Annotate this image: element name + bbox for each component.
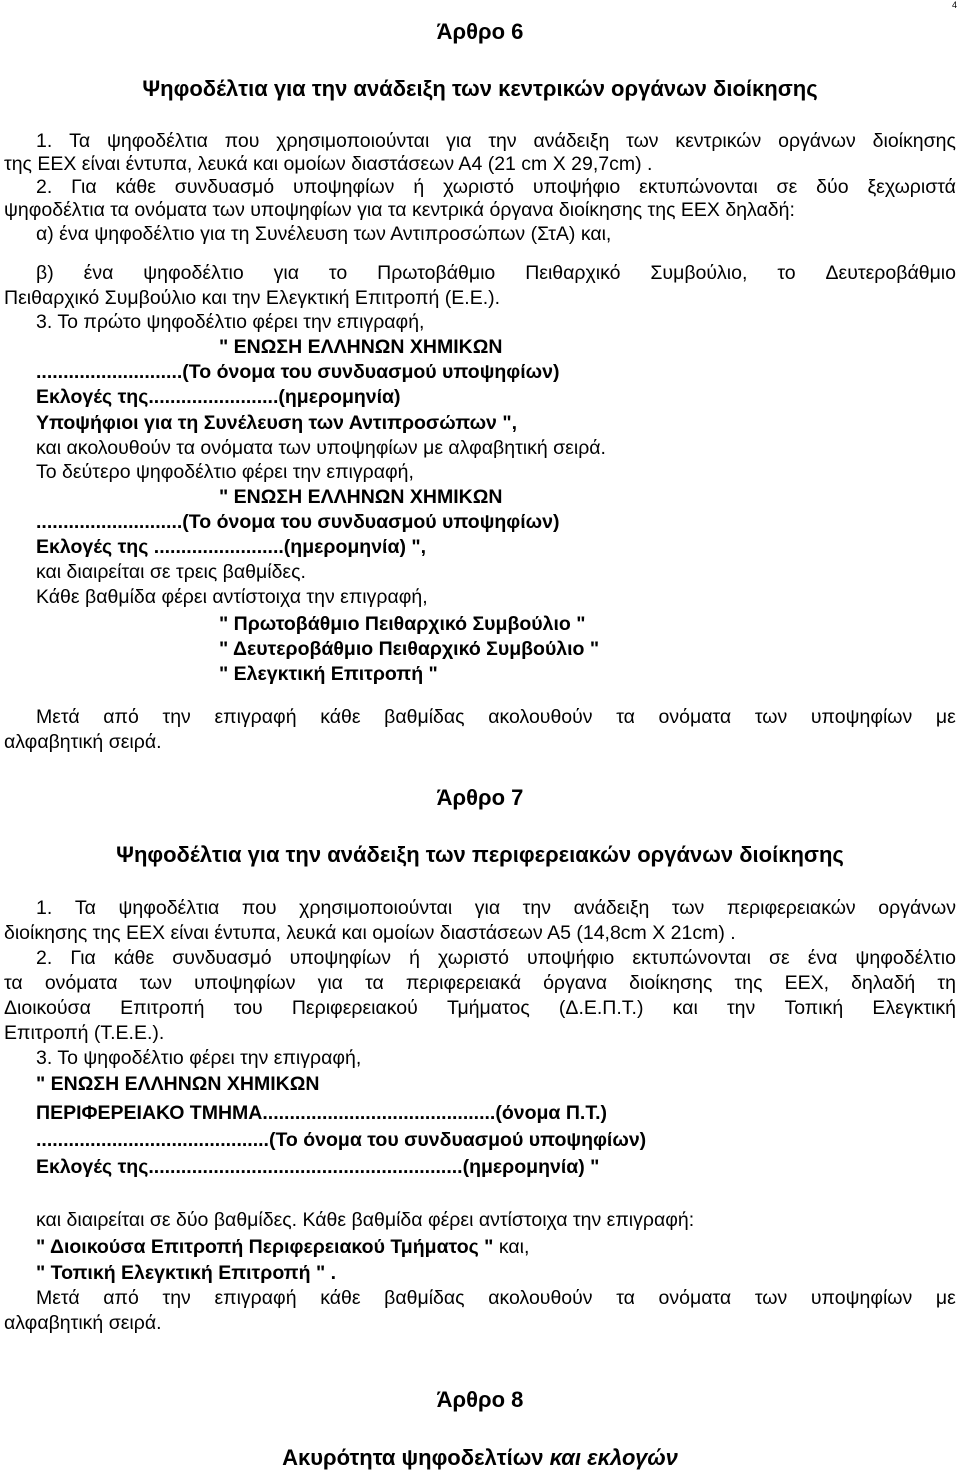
- ballot-region-combination: ...........................................(Το όνομα του συνδυασμού υποψηφίων): [36, 1129, 647, 1151]
- word: του: [233, 997, 263, 1019]
- article-7-heading: Ψηφοδέλτια για την ανάδειξη των περιφερειακών οργάνων διοίκησης: [116, 842, 844, 867]
- word: ψηφοδέλτια: [107, 130, 208, 152]
- word: Τοπική: [784, 997, 844, 1019]
- word: δύο: [816, 176, 849, 198]
- ballot-2-union: " ΕΝΩΣΗ ΕΛΛΗΝΩΝ ΧΗΜΙΚΩΝ: [219, 486, 503, 508]
- article-6-para-2-line-5: Πειθαρχικό Συμβούλιο και την Ελεγκτική Επιτροπή (Ε.Ε.).: [4, 287, 501, 309]
- word: διοίκησης: [629, 972, 713, 994]
- word: Μετά: [36, 706, 80, 728]
- tier-second-instance-board: " Δευτεροβάθμιο Πειθαρχικό Συμβούλιο ": [219, 638, 600, 660]
- word: ανάδειξη: [533, 130, 610, 152]
- tier-local-audit-committee: " Τοπική Ελεγκτική Επιτροπή " .: [36, 1262, 337, 1284]
- word: συνδυασμό: [174, 176, 275, 198]
- word: Δευτεροβάθμιο: [825, 262, 956, 284]
- word: βαθμίδας: [384, 1287, 465, 1309]
- word: εκτυπώνονται: [639, 176, 758, 198]
- word: τα: [365, 972, 384, 994]
- word: υποψηφίων: [194, 972, 296, 994]
- word: ξεχωριστά: [867, 176, 956, 198]
- ballot-1-combination: ...........................(Το όνομα του συνδυασμού υποψηφίων): [36, 361, 560, 383]
- word: τη: [937, 972, 956, 994]
- word: της: [734, 972, 763, 994]
- word: χρησιμοποιούνται: [299, 897, 453, 919]
- word: ονόματα: [658, 706, 732, 728]
- article-6-para-2-line-4: [36, 261, 956, 285]
- word: τα: [4, 972, 23, 994]
- article-6-para-1-line-2: της ΕΕΧ είναι έντυπα, λευκά και ομοίων διαστάσεων Α4 (21 cm X 29,7cm) .: [4, 153, 653, 175]
- word: τα: [616, 1287, 635, 1309]
- article-6-closing-line-2: αλφαβητική σειρά.: [4, 731, 162, 753]
- word: από: [103, 706, 139, 728]
- word: κάθε: [320, 1287, 361, 1309]
- article-7-divided: και διαιρείται σε δύο βαθμίδες. Κάθε βαθμίδα φέρει αντίστοιχα την επιγραφή:: [36, 1209, 695, 1231]
- word: ΕΕΧ,: [784, 972, 830, 994]
- word: β): [36, 262, 54, 284]
- word: κάθε: [113, 947, 155, 969]
- word: από: [103, 1287, 139, 1309]
- word: κάθε: [115, 176, 156, 198]
- word: οργάνων: [878, 897, 956, 919]
- word: σε: [768, 947, 790, 969]
- word: ένα: [807, 947, 838, 969]
- word: κεντρικών: [675, 130, 762, 152]
- word: Τμήματος: [446, 997, 530, 1019]
- article-6-second-ballot-intro: Το δεύτερο ψηφοδέλτιο φέρει την επιγραφή,: [36, 461, 414, 483]
- word: χωριστό: [443, 176, 515, 198]
- word: των: [671, 897, 705, 919]
- word: ανάδειξη: [573, 897, 650, 919]
- word: με: [935, 1287, 956, 1309]
- word: για: [317, 972, 343, 994]
- word: το: [328, 262, 348, 284]
- word: που: [224, 130, 260, 152]
- word: την: [162, 706, 191, 728]
- ballot-2-each-tier: Κάθε βαθμίδα φέρει αντίστοιχα την επιγραφή,: [36, 586, 428, 608]
- word: την: [162, 1287, 191, 1309]
- word: περιφερειακά: [405, 972, 521, 994]
- word: Διοικούσα: [4, 997, 91, 1019]
- article-7-para-3-intro: 3. Το ψηφοδέλτιο φέρει την επιγραφή,: [36, 1047, 362, 1069]
- word: ψηφοδέλτιο: [143, 262, 244, 284]
- article-8-heading-normal: Ακυρότητα ψηφοδελτίων: [282, 1445, 544, 1470]
- word: ονόματα: [658, 1287, 732, 1309]
- ballot-region-union: " ΕΝΩΣΗ ΕΛΛΗΝΩΝ ΧΗΜΙΚΩΝ: [36, 1073, 320, 1095]
- ballot-1-union: " ΕΝΩΣΗ ΕΛΛΗΝΩΝ ΧΗΜΙΚΩΝ: [219, 336, 503, 358]
- word: όργανα: [543, 972, 608, 994]
- tier-audit-committee: " Ελεγκτική Επιτροπή ": [219, 663, 438, 685]
- word: 1.: [36, 897, 53, 919]
- article-7-tier-1-line: [36, 1235, 529, 1259]
- word: χρησιμοποιούνται: [276, 130, 430, 152]
- word: Τα: [74, 897, 96, 919]
- word: το: [777, 262, 796, 284]
- article-6-heading: Ψηφοδέλτια για την ανάδειξη των κεντρικών οργάνων διοίκησης: [142, 76, 818, 101]
- word: 2.: [36, 947, 53, 969]
- article-6-para-2-line-3: α) ένα ψηφοδέλτιο για τη Συνέλευση των Αντιπροσώπων (ΣτΑ) και,: [36, 223, 612, 245]
- word: Τα: [69, 130, 91, 152]
- tier-first-instance-board: " Πρωτοβάθμιο Πειθαρχικό Συμβούλιο ": [219, 613, 586, 635]
- word: και: [672, 997, 698, 1019]
- article-6-closing-line-1: [36, 705, 956, 729]
- word: περιφερειακών: [726, 897, 856, 919]
- word: εκτυπώνονται: [632, 947, 751, 969]
- article-6-para-2-line-2: ψηφοδέλτια τα ονόματα των υποψηφίων για τα κεντρικά όργανα διοίκησης της ΕΕΧ δηλαδή:: [4, 199, 795, 221]
- ballot-1-follow: και ακολουθούν τα ονόματα των υποψηφίων με αλφαβητική σειρά.: [36, 437, 606, 459]
- word: την: [726, 997, 756, 1019]
- word: 1.: [36, 130, 53, 152]
- article-7-para-1-line-1: [36, 896, 956, 920]
- word: τα: [616, 706, 635, 728]
- article-7-para-1-line-2: διοίκησης της ΕΕΧ είναι έντυπα, λευκά και ομοίων διαστάσεων Α5 (14,8cm X 21cm) .: [4, 922, 736, 944]
- ballot-1-candidates: Υποψήφιοι για τη Συνέλευση των Αντιπροσώπων ",: [36, 412, 517, 434]
- article-8-title: Άρθρο 8: [436, 1387, 524, 1412]
- word: Συμβούλιο,: [650, 262, 748, 284]
- word: την: [522, 897, 551, 919]
- word: Για: [70, 947, 96, 969]
- word: βαθμίδας: [384, 706, 465, 728]
- word: για: [474, 897, 501, 919]
- word: δηλαδή: [851, 972, 916, 994]
- word: των: [754, 706, 788, 728]
- word: επιγραφή: [214, 706, 297, 728]
- word: (Δ.Ε.Π.Τ.): [558, 997, 644, 1019]
- word: υποψηφίων: [289, 947, 392, 969]
- word: ακολουθούν: [488, 1287, 593, 1309]
- article-8-heading: [0, 1446, 960, 1470]
- word: Επιτροπή: [120, 997, 205, 1019]
- word: διοίκησης: [872, 130, 956, 152]
- word: υποψήφιο: [527, 947, 615, 969]
- word: οργάνων: [778, 130, 856, 152]
- article-6-para-1-line-1: [36, 129, 956, 153]
- word: υποψηφίων: [810, 706, 913, 728]
- word: των: [139, 972, 172, 994]
- article-7-closing-line-1: [36, 1286, 956, 1310]
- ballot-region-elections: Εκλογές της..........................................................(ημερομηνία) ": [36, 1156, 600, 1178]
- word: συνδυασμό: [172, 947, 272, 969]
- ballot-2-combination: ...........................(Το όνομα του συνδυασμού υποψηφίων): [36, 511, 560, 533]
- word: ή: [409, 947, 420, 969]
- word: κάθε: [320, 706, 361, 728]
- word: επιγραφή: [214, 1287, 297, 1309]
- word: Ελεγκτική: [872, 997, 956, 1019]
- article-6-para-2-line-1: [36, 175, 956, 199]
- word: χωριστό: [438, 947, 509, 969]
- word: Μετά: [36, 1287, 80, 1309]
- word: ή: [413, 176, 425, 198]
- article-7-para-2-line-1: [36, 946, 956, 970]
- word: υποψηφίων: [293, 176, 395, 198]
- word: με: [935, 706, 956, 728]
- word: ψηφοδέλτια: [118, 897, 220, 919]
- ballot-region-department: ΠΕΡΙΦΕΡΕΙΑΚΟ ΤΜΗΜΑ...........................................(όνομα Π.Τ.): [36, 1102, 608, 1124]
- word: Πειθαρχικό: [525, 262, 621, 284]
- word: για: [446, 130, 472, 152]
- article-6-title: Άρθρο 6: [436, 19, 524, 44]
- word: των: [626, 130, 659, 152]
- word: που: [241, 897, 277, 919]
- word: ονόματα: [44, 972, 118, 994]
- ballot-2-elections: Εκλογές της ........................(ημερομηνία) ",: [36, 536, 427, 558]
- ballot-2-divided: και διαιρείται σε τρεις βαθμίδες.: [36, 561, 306, 583]
- word: Πρωτοβάθμιο: [377, 262, 496, 284]
- word: 2.: [36, 176, 53, 198]
- word: Για: [71, 176, 97, 198]
- article-7-para-2-line-3: [4, 996, 956, 1020]
- article-7-para-2-line-2: [4, 971, 956, 995]
- ballot-1-elections: Εκλογές της........................(ημερομηνία): [36, 386, 401, 408]
- word: Περιφερειακού: [291, 997, 418, 1019]
- word: ένα: [83, 262, 114, 284]
- word: υποψήφιο: [532, 176, 621, 198]
- tier-regional-board: " Διοικούσα Επιτροπή Περιφερειακού Τμήματος ": [36, 1236, 494, 1258]
- article-6-para-3-intro: 3. Το πρώτο ψηφοδέλτιο φέρει την επιγραφή,: [36, 311, 425, 333]
- word: υποψηφίων: [810, 1287, 913, 1309]
- word: ψηφοδέλτιο: [855, 947, 956, 969]
- page-number: 4: [951, 0, 957, 10]
- word: ακολουθούν: [488, 706, 593, 728]
- word: για: [273, 262, 299, 284]
- word: των: [754, 1287, 788, 1309]
- article-8-heading-italic: και εκλογών: [549, 1445, 678, 1470]
- article-7-title: Άρθρο 7: [436, 785, 524, 810]
- article-7-closing-line-2: αλφαβητική σειρά.: [4, 1312, 162, 1334]
- tier-and: και,: [493, 1236, 530, 1258]
- word: την: [488, 130, 517, 152]
- article-7-para-2-line-4: Επιτροπή (Τ.Ε.Ε.).: [4, 1022, 165, 1044]
- word: σε: [776, 176, 798, 198]
